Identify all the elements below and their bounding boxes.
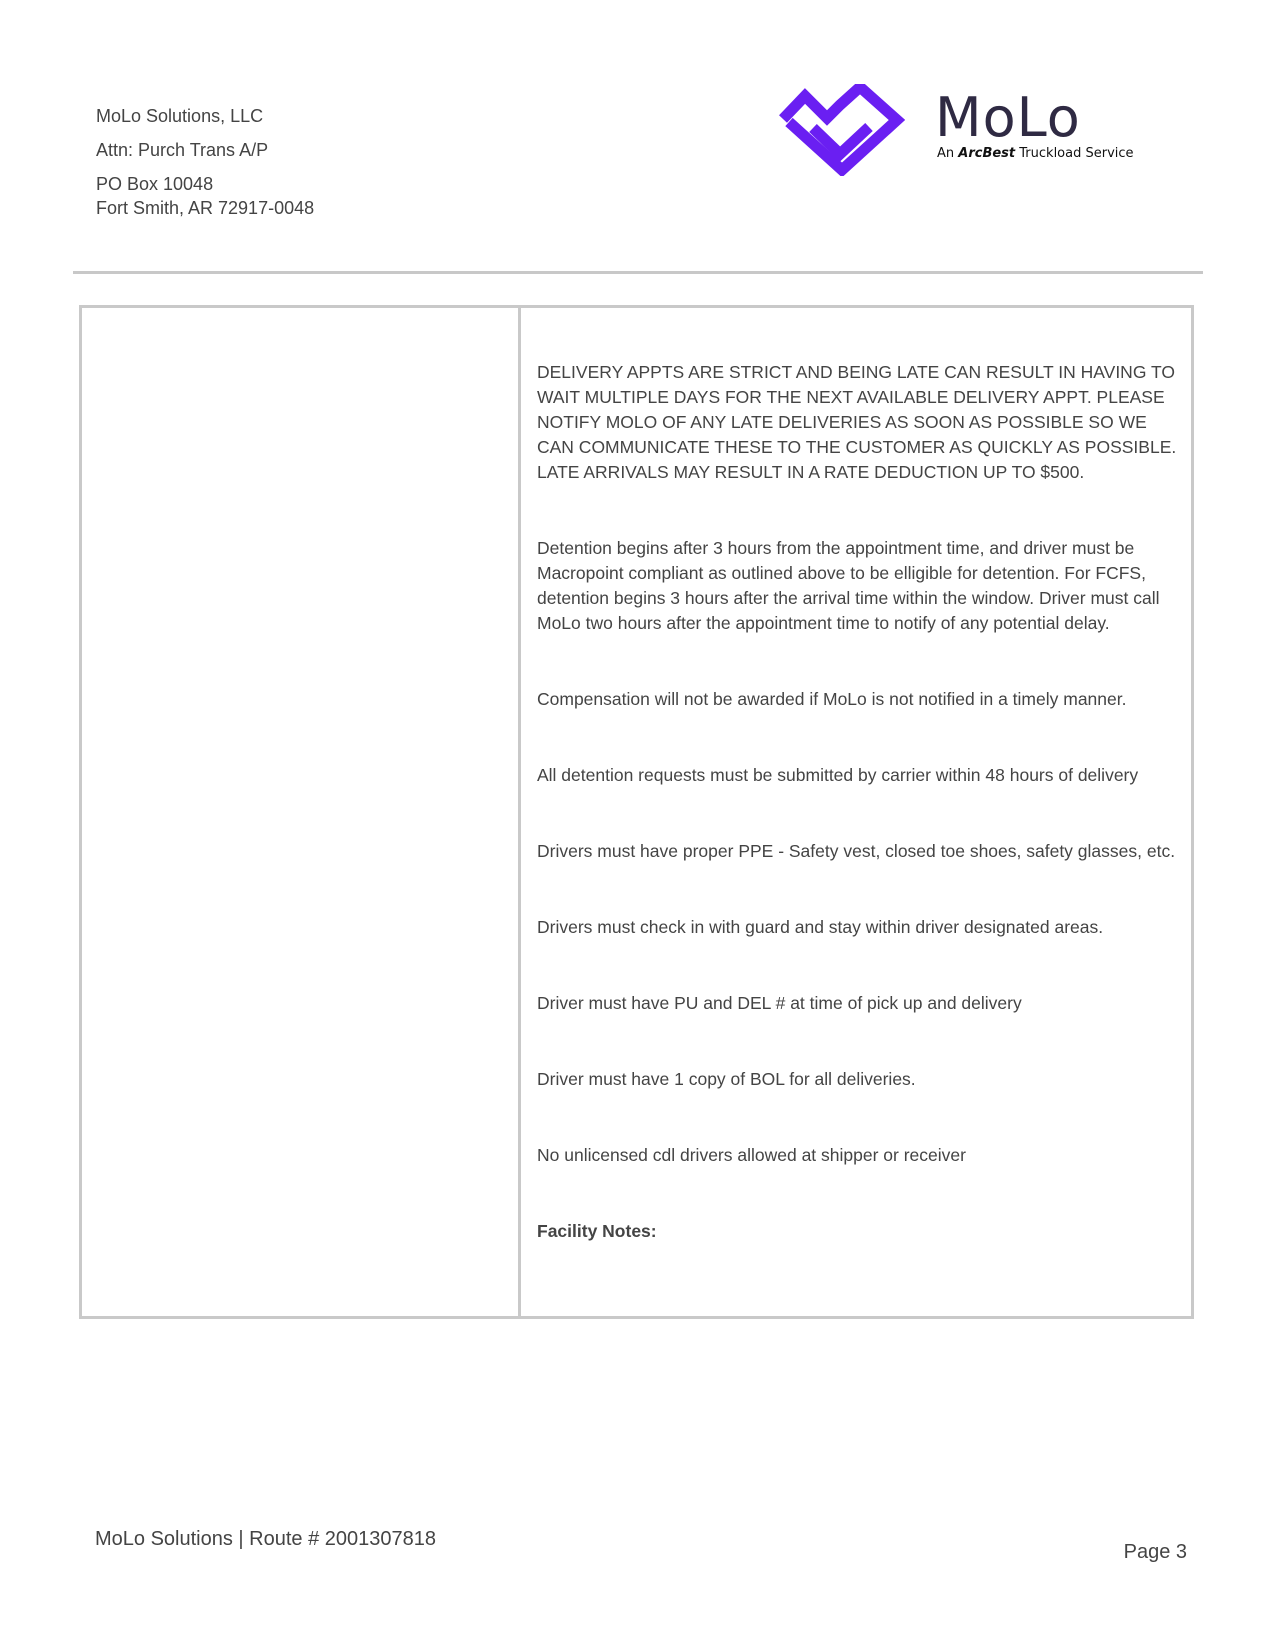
molo-mark-icon bbox=[775, 84, 905, 176]
note-check-in: Drivers must check in with guard and stay within driver designated areas. bbox=[537, 917, 1104, 937]
tagline-prefix: An bbox=[937, 146, 955, 161]
note-bol: Driver must have 1 copy of BOL for all deliveries. bbox=[537, 1069, 916, 1089]
molo-logo bbox=[775, 84, 1155, 180]
note-unlicensed-drivers: No unlicensed cdl drivers allowed at shipper or receiver bbox=[537, 1145, 966, 1165]
note-pu-del-number: Driver must have PU and DEL # at time of pick up and delivery bbox=[537, 993, 1022, 1013]
logo-wordmark: MoLo bbox=[935, 86, 1081, 149]
notes-right-column bbox=[521, 308, 1191, 1316]
logo-tagline bbox=[937, 146, 1134, 161]
sender-address bbox=[96, 104, 314, 220]
header-divider bbox=[73, 271, 1203, 274]
tagline-brand: ArcBest bbox=[958, 146, 1016, 161]
tagline-suffix: Truckload Service bbox=[1019, 146, 1134, 161]
note-compensation: Compensation will not be awarded if MoLo is not notified in a timely manner. bbox=[537, 689, 1127, 709]
notes-left-column bbox=[82, 308, 521, 1316]
note-detention: Detention begins after 3 hours from the appointment time, and driver must be Macropoint compliant as outlined above to be elligible for detention. For FCFS, detention begins 3 hours after the arrival time within the window. Driver must call MoLo two hours after the appointment time to notify of any potential delay. bbox=[537, 538, 1160, 633]
facility-notes-heading: Facility Notes: bbox=[537, 1221, 657, 1241]
city-state-zip: Fort Smith, AR 72917-0048 bbox=[96, 198, 315, 218]
company-name: MoLo Solutions, LLC bbox=[96, 106, 264, 126]
footer-route: MoLo Solutions | Route # 2001307818 bbox=[95, 1528, 437, 1550]
notes-table bbox=[79, 305, 1194, 1319]
page-number: Page 3 bbox=[1123, 1541, 1187, 1563]
po-box: PO Box 10048 bbox=[96, 174, 214, 194]
attention-line: Attn: Purch Trans A/P bbox=[96, 140, 269, 160]
note-detention-requests: All detention requests must be submitted by carrier within 48 hours of delivery bbox=[537, 765, 1139, 785]
note-ppe: Drivers must have proper PPE - Safety vest, closed toe shoes, safety glasses, etc. bbox=[537, 841, 1176, 861]
note-late-delivery: DELIVERY APPTS ARE STRICT AND BEING LATE CAN RESULT IN HAVING TO WAIT MULTIPLE DAYS FOR THE NEXT AVAILABLE DELIVERY APPT. PLEASE NOTIFY MOLO OF ANY LATE DELIVERIES AS SOON AS POSSIBLE SO WE CAN COMMUNICATE THESE TO THE CUSTOMER AS QUICKLY AS POSSIBLE. LATE ARRIVALS MAY RESULT IN A RATE DEDUCTION UP TO $500. bbox=[537, 362, 1177, 482]
